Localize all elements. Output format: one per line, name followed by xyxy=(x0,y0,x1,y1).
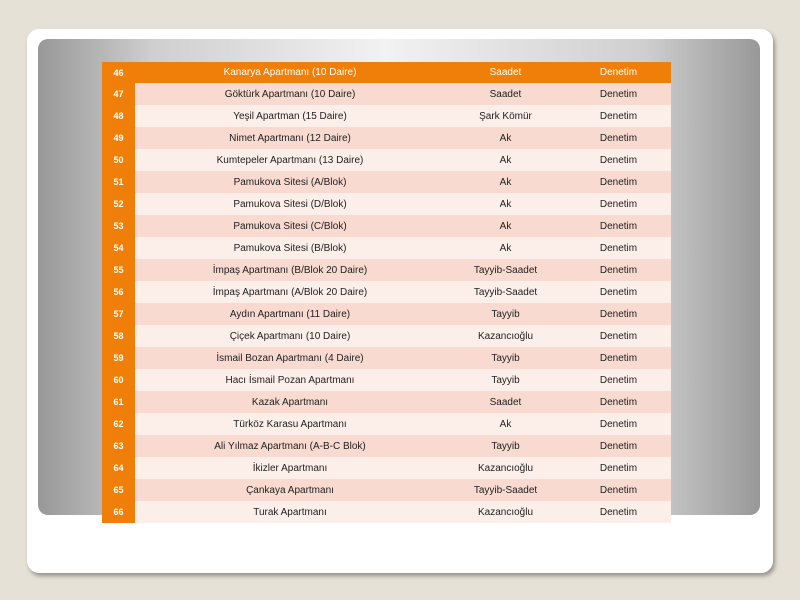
status-cell: Denetim xyxy=(566,457,671,479)
party-cell: Kazancıoğlu xyxy=(445,501,566,523)
party-cell: Kazancıoğlu xyxy=(445,457,566,479)
table-row xyxy=(102,193,671,215)
party-cell: Ak xyxy=(445,149,566,171)
apartment-name-cell: Kazak Apartmanı xyxy=(135,391,445,413)
apartment-name-cell: Çankaya Apartmanı xyxy=(135,479,445,501)
party-cell: Tayyib-Saadet xyxy=(445,259,566,281)
status-cell: Denetim xyxy=(566,281,671,303)
party-cell: Saadet xyxy=(445,83,566,105)
row-number-cell: 64 xyxy=(102,457,135,479)
table-row xyxy=(102,413,671,435)
status-cell: Denetim xyxy=(566,62,671,83)
table-row xyxy=(102,105,671,127)
table-row xyxy=(102,501,671,523)
party-cell: Tayyib xyxy=(445,369,566,391)
table-row xyxy=(102,281,671,303)
apartment-name-cell: Pamukova Sitesi (D/Blok) xyxy=(135,193,445,215)
table-row xyxy=(102,479,671,501)
slide-frame xyxy=(27,29,773,573)
table-row xyxy=(102,347,671,369)
party-cell: Ak xyxy=(445,413,566,435)
status-cell: Denetim xyxy=(566,259,671,281)
status-cell: Denetim xyxy=(566,215,671,237)
apartment-name-cell: Nimet Apartmanı (12 Daire) xyxy=(135,127,445,149)
party-cell: Tayyib-Saadet xyxy=(445,479,566,501)
apartment-name-cell: Çiçek Apartmanı (10 Daire) xyxy=(135,325,445,347)
status-cell: Denetim xyxy=(566,237,671,259)
apartment-name-cell: Pamukova Sitesi (B/Blok) xyxy=(135,237,445,259)
apartment-table xyxy=(102,62,671,523)
row-number-cell: 50 xyxy=(102,149,135,171)
party-cell: Ak xyxy=(445,193,566,215)
status-cell: Denetim xyxy=(566,501,671,523)
party-cell: Tayyib xyxy=(445,303,566,325)
status-cell: Denetim xyxy=(566,479,671,501)
apartment-name-cell: İsmail Bozan Apartmanı (4 Daire) xyxy=(135,347,445,369)
row-number-cell: 57 xyxy=(102,303,135,325)
status-cell: Denetim xyxy=(566,303,671,325)
row-number-cell: 60 xyxy=(102,369,135,391)
apartment-name-cell: İmpaş Apartmanı (A/Blok 20 Daire) xyxy=(135,281,445,303)
row-number-cell: 66 xyxy=(102,501,135,523)
row-number-cell: 55 xyxy=(102,259,135,281)
apartment-name-cell: İmpaş Apartmanı (B/Blok 20 Daire) xyxy=(135,259,445,281)
row-number-cell: 63 xyxy=(102,435,135,457)
apartment-name-cell: Pamukova Sitesi (A/Blok) xyxy=(135,171,445,193)
party-cell: Tayyib xyxy=(445,435,566,457)
apartment-name-cell: Göktürk Apartmanı (10 Daire) xyxy=(135,83,445,105)
slide-content-panel xyxy=(38,39,760,518)
table-header-row xyxy=(102,62,671,83)
row-number-cell: 53 xyxy=(102,215,135,237)
party-cell: Ak xyxy=(445,237,566,259)
table-row xyxy=(102,149,671,171)
party-cell: Ak xyxy=(445,215,566,237)
row-number-cell: 56 xyxy=(102,281,135,303)
table-row xyxy=(102,391,671,413)
row-number-cell: 62 xyxy=(102,413,135,435)
apartment-name-cell: Turak Apartmanı xyxy=(135,501,445,523)
status-cell: Denetim xyxy=(566,369,671,391)
apartment-name-cell: Aydın Apartmanı (11 Daire) xyxy=(135,303,445,325)
apartment-name-cell: Kanarya Apartmanı (10 Daire) xyxy=(135,62,445,83)
status-cell: Denetim xyxy=(566,435,671,457)
status-cell: Denetim xyxy=(566,413,671,435)
row-number-cell: 59 xyxy=(102,347,135,369)
table-row xyxy=(102,369,671,391)
table-row xyxy=(102,127,671,149)
row-number-cell: 48 xyxy=(102,105,135,127)
party-cell: Kazancıoğlu xyxy=(445,325,566,347)
table-row xyxy=(102,303,671,325)
apartment-name-cell: Pamukova Sitesi (C/Blok) xyxy=(135,215,445,237)
row-number-cell: 46 xyxy=(102,62,135,83)
row-number-cell: 58 xyxy=(102,325,135,347)
table-row xyxy=(102,237,671,259)
row-number-cell: 61 xyxy=(102,391,135,413)
table-row xyxy=(102,215,671,237)
party-cell: Şark Kömür xyxy=(445,105,566,127)
row-number-cell: 54 xyxy=(102,237,135,259)
party-cell: Saadet xyxy=(445,391,566,413)
party-cell: Tayyib xyxy=(445,347,566,369)
apartment-name-cell: Türköz Karasu Apartmanı xyxy=(135,413,445,435)
apartment-name-cell: Kumtepeler Apartmanı (13 Daire) xyxy=(135,149,445,171)
table-row xyxy=(102,259,671,281)
apartment-name-cell: Hacı İsmail Pozan Apartmanı xyxy=(135,369,445,391)
status-cell: Denetim xyxy=(566,171,671,193)
apartment-name-cell: İkizler Apartmanı xyxy=(135,457,445,479)
party-cell: Ak xyxy=(445,171,566,193)
row-number-cell: 47 xyxy=(102,83,135,105)
status-cell: Denetim xyxy=(566,347,671,369)
party-cell: Ak xyxy=(445,127,566,149)
table-body xyxy=(102,62,671,523)
status-cell: Denetim xyxy=(566,149,671,171)
table-row xyxy=(102,325,671,347)
row-number-cell: 52 xyxy=(102,193,135,215)
status-cell: Denetim xyxy=(566,391,671,413)
status-cell: Denetim xyxy=(566,83,671,105)
table-row xyxy=(102,171,671,193)
status-cell: Denetim xyxy=(566,127,671,149)
status-cell: Denetim xyxy=(566,325,671,347)
table-row xyxy=(102,83,671,105)
table-row xyxy=(102,457,671,479)
apartment-name-cell: Ali Yılmaz Apartmanı (A-B-C Blok) xyxy=(135,435,445,457)
status-cell: Denetim xyxy=(566,193,671,215)
row-number-cell: 49 xyxy=(102,127,135,149)
row-number-cell: 65 xyxy=(102,479,135,501)
party-cell: Tayyib-Saadet xyxy=(445,281,566,303)
table-row xyxy=(102,435,671,457)
row-number-cell: 51 xyxy=(102,171,135,193)
apartment-name-cell: Yeşil Apartman (15 Daire) xyxy=(135,105,445,127)
party-cell: Saadet xyxy=(445,62,566,83)
status-cell: Denetim xyxy=(566,105,671,127)
